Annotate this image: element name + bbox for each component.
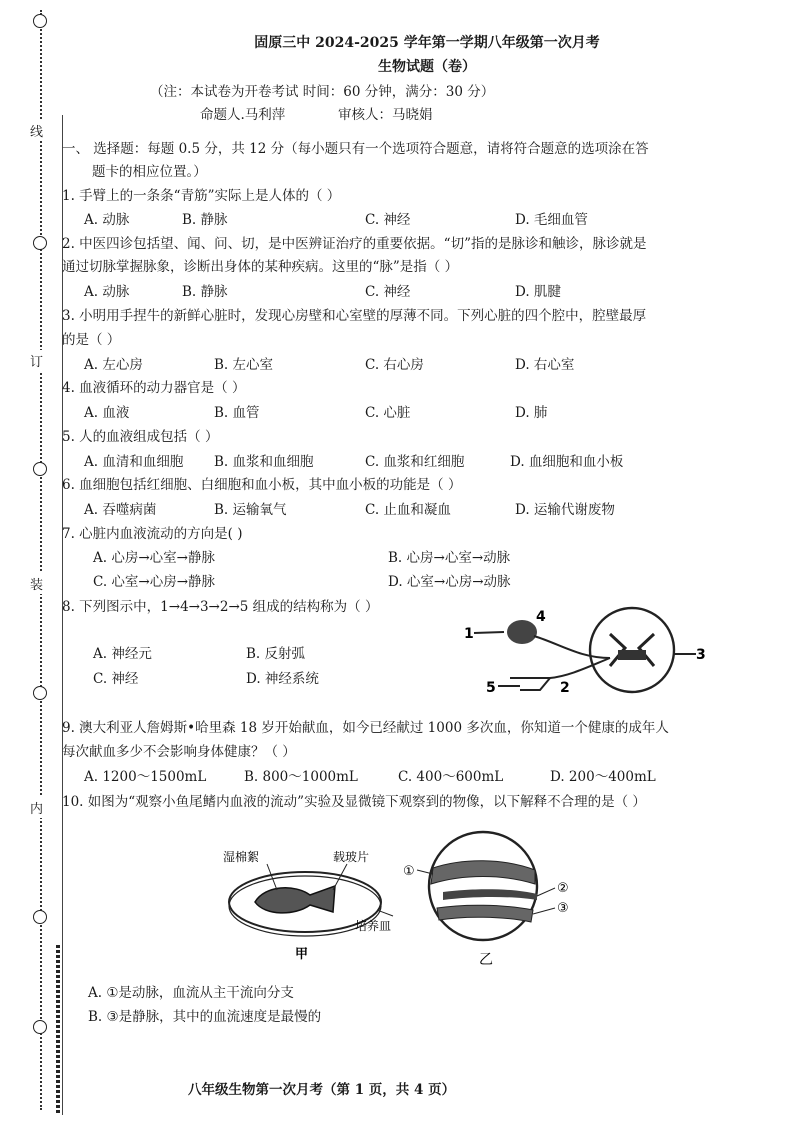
- q7-option-c: C. 心室→心房→静脉: [93, 574, 216, 590]
- q10-option-b: B. ③是静脉，其中的血流速度是最慢的: [88, 1009, 322, 1025]
- q4-option-d: D. 肺: [515, 405, 548, 421]
- microscope-view-figure: [403, 828, 583, 973]
- gutter-mark: 内: [30, 797, 43, 818]
- q8-option-b: B. 反射弧: [246, 646, 306, 662]
- fig8-label-1: 1: [464, 626, 474, 642]
- sensory-nerve: [534, 636, 610, 658]
- q4-option-c: C. 心脏: [365, 405, 411, 421]
- section-title-cont: 题卡的相应位置。）: [92, 164, 207, 180]
- label-cotton: 湿棉絮: [223, 850, 260, 864]
- question-7: 7. 心脏内血液流动的方向是( ): [62, 526, 243, 542]
- exam-note: （注：本试卷为开卷考试 时间：60 分钟，满分：30 分）: [150, 84, 495, 100]
- fig8-label-2: 2: [560, 680, 570, 696]
- caption-a: 甲: [295, 947, 309, 962]
- gutter-circle: [33, 462, 47, 476]
- scan-edge-mark: [56, 945, 60, 1115]
- effector-shape: [498, 678, 550, 690]
- question-3-cont: 的是（ ）: [62, 332, 121, 348]
- gutter-circle: [33, 14, 47, 28]
- fig8-label-5: 5: [486, 680, 496, 696]
- question-8: 8. 下列图示中，1→4→3→2→5 组成的结构称为（ ）: [62, 599, 379, 615]
- q9-option-a: A. 1200～1500mL: [84, 769, 207, 785]
- q6-option-d: D. 运输代谢废物: [515, 502, 615, 518]
- question-9: 9. 澳大利亚人詹姆斯•哈里森 18 岁开始献血，如今已经献过 1000 多次血，你知道一个健康的成年人: [62, 720, 669, 736]
- fig8-label-3: 3: [696, 647, 706, 663]
- caption-b: 乙: [479, 952, 493, 968]
- label-mark-2: ②: [557, 881, 569, 896]
- gutter-circle: [33, 1020, 47, 1034]
- spinal-center: [618, 650, 646, 660]
- q8-option-c: C. 神经: [93, 671, 139, 687]
- q2-option-a: A. 动脉: [84, 284, 130, 300]
- pointer-2: [537, 888, 555, 896]
- q2-option-b: B. 静脉: [182, 284, 228, 300]
- q7-option-b: B. 心房→心室→动脉: [388, 550, 511, 566]
- label-slide: 载玻片: [333, 850, 370, 864]
- q2-option-d: D. 肌腱: [515, 284, 561, 300]
- q5-option-d: D. 血细胞和血小板: [510, 454, 624, 470]
- q7-option-d: D. 心室→心房→动脉: [388, 574, 511, 590]
- exam-subtitle: 生物试题（卷）: [378, 59, 476, 75]
- label-dish: 培养皿: [355, 919, 392, 933]
- q6-option-b: B. 运输氧气: [214, 502, 287, 518]
- microscope-field: [429, 832, 537, 940]
- binding-gutter: [0, 0, 58, 1122]
- exam-author: 命题人.马利萍: [200, 107, 286, 123]
- label-mark-1: ①: [403, 864, 415, 879]
- question-1: 1. 手臂上的一条条“青筋”实际上是人体的（ ）: [62, 188, 341, 204]
- gutter-mark: 装: [30, 573, 43, 594]
- receptor-shape: [507, 620, 537, 644]
- q9-option-d: D. 200～400mL: [550, 769, 656, 785]
- q1-option-a: A. 动脉: [84, 212, 130, 228]
- q9-option-c: C. 400～600mL: [398, 769, 504, 785]
- q1-option-c: C. 神经: [365, 212, 411, 228]
- q8-option-d: D. 神经系统: [246, 671, 319, 687]
- question-6: 6. 血细胞包括红细胞、白细胞和血小板，其中血小板的功能是（ ）: [62, 477, 462, 493]
- gutter-dotted-line: [40, 10, 42, 1110]
- petri-dish-figure: [215, 840, 415, 965]
- q6-option-c: C. 止血和凝血: [365, 502, 451, 518]
- q3-option-a: A. 左心房: [84, 357, 143, 373]
- q10-option-a: A. ①是动脉，血流从主干流向分支: [88, 985, 294, 1001]
- exam-title: 固原三中 2024-2025 学年第一学期八年级第一次月考: [254, 35, 600, 51]
- q1-option-d: D. 毛细血管: [515, 212, 588, 228]
- q4-option-a: A. 血液: [84, 405, 130, 421]
- gutter-circle: [33, 910, 47, 924]
- gutter-mark: 线: [30, 120, 43, 141]
- page-footer: 八年级生物第一次月考（第 1 页，共 4 页）: [188, 1082, 456, 1098]
- q4-option-b: B. 血管: [214, 405, 260, 421]
- question-4: 4. 血液循环的动力器官是（ ）: [62, 380, 246, 396]
- pointer-3: [533, 908, 555, 914]
- question-9-cont: 每次献血多少不会影响身体健康？（ ）: [62, 744, 296, 760]
- section-title: 一、 选择题：每题 0.5 分，共 12 分（每小题只有一个选项符合题意，请将符合题意的选项涂在答: [62, 141, 649, 157]
- question-2-cont: 通过切脉掌握脉象，诊断出身体的某种疾病。这里的“脉”是指（ ）: [62, 259, 459, 275]
- gutter-circle: [33, 236, 47, 250]
- q5-option-a: A. 血清和血细胞: [84, 454, 184, 470]
- q1-option-b: B. 静脉: [182, 212, 228, 228]
- motor-nerve: [550, 658, 610, 678]
- gutter-mark: 订: [30, 350, 43, 371]
- fig8-label-4: 4: [536, 609, 546, 625]
- fig8-pointer: [474, 632, 504, 633]
- label-mark-3: ③: [557, 901, 569, 916]
- q2-option-c: C. 神经: [365, 284, 411, 300]
- question-3: 3. 小明用手捏牛的新鲜心脏时，发现心房壁和心室壁的厚薄不同。下列心脏的四个腔中，腔壁最厚: [62, 308, 647, 324]
- q7-option-a: A. 心房→心室→静脉: [93, 550, 215, 566]
- q9-option-b: B. 800～1000mL: [244, 769, 358, 785]
- question-2: 2. 中医四诊包括望、闻、问、切，是中医辨证治疗的重要依据。“切”指的是脉诊和触诊，脉诊就是: [62, 236, 647, 252]
- exam-reviewer: 审核人：马晓娟: [338, 107, 433, 123]
- gutter-circle: [33, 686, 47, 700]
- q8-option-a: A. 神经元: [93, 646, 152, 662]
- q6-option-a: A. 吞噬病菌: [84, 502, 157, 518]
- q3-option-d: D. 右心室: [515, 357, 575, 373]
- question-5: 5. 人的血液组成包括（ ）: [62, 429, 219, 445]
- q5-option-b: B. 血浆和血细胞: [214, 454, 314, 470]
- reflex-arc-figure: [460, 604, 710, 696]
- q3-option-b: B. 左心室: [214, 357, 274, 373]
- q3-option-c: C. 右心房: [365, 357, 424, 373]
- question-10: 10. 如图为“观察小鱼尾鳍内血液的流动”实验及显微镜下观察到的物像，以下解释不合理的是（ ）: [62, 794, 646, 810]
- q5-option-c: C. 血浆和红细胞: [365, 454, 465, 470]
